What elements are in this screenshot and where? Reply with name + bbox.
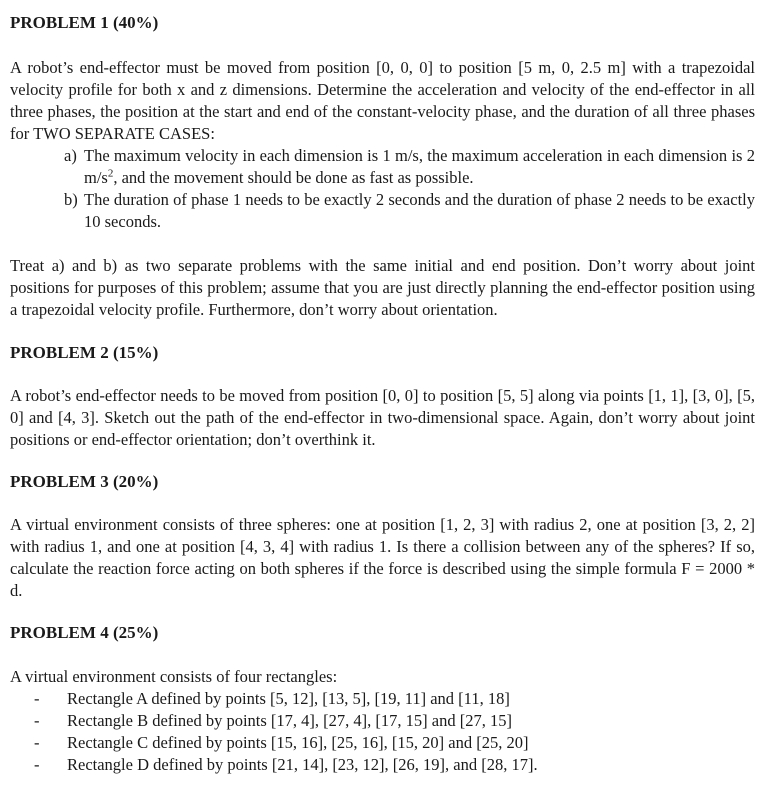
rectangle-b-text: Rectangle B defined by points [17, 4], [27, 4], [17, 15] and [27, 15] xyxy=(67,711,512,730)
case-b-marker: b) xyxy=(64,190,78,209)
problem-1-cases xyxy=(64,145,755,233)
list-item xyxy=(34,732,734,754)
case-a xyxy=(64,145,755,189)
list-item xyxy=(34,688,734,710)
problem-1-note: Treat a) and b) as two separate problems with the same initial and end position. Don’t worry about joint positions for purposes of this problem; assume that you are just directly planning the end-effector position using a trapezoidal velocity profile. Furthermore, don’t worry about orientation. xyxy=(10,256,755,319)
problem-2-body: A robot’s end-effector needs to be moved from position [0, 0] to position [5, 5] along via points [1, 1], [3, 0], [5, 0] and [4, 3]. Sketch out the path of the end-effector in two-dimensional space. Again, don’t worry about joint positions or end-effector orientation; don’t overthink it. xyxy=(10,386,755,449)
problem-2-heading: PROBLEM 2 (15%) xyxy=(10,343,159,362)
list-item xyxy=(34,710,734,732)
bullet-dash: - xyxy=(34,733,40,752)
rectangle-d-text: Rectangle D defined by points [21, 14], [23, 12], [26, 19], and [28, 17]. xyxy=(67,755,538,774)
problem-4-heading: PROBLEM 4 (25%) xyxy=(10,623,159,642)
problem-1-body: A robot’s end-effector must be moved from position [0, 0, 0] to position [5 m, 0, 2.5 m] with a trapezoidal velocity profile for both x and z dimensions. Determine the acceleration and velocity of the end-effector in all three phases, the position at the start and end of the constant-velocity phase, and the duration of all three phases for TWO SEPARATE CASES: xyxy=(10,58,755,143)
case-a-text-before: The maximum velocity in each dimension is 1 m/s, the maximum acceleration in each dimension is 2 m/s xyxy=(84,146,755,187)
bullet-dash: - xyxy=(34,711,40,730)
case-b-text: The duration of phase 1 needs to be exactly 2 seconds and the duration of phase 2 needs to be exactly 10 seconds. xyxy=(84,190,755,231)
rectangle-c-text: Rectangle C defined by points [15, 16], [25, 16], [15, 20] and [25, 20] xyxy=(67,733,529,752)
problem-4-body: A virtual environment consists of four rectangles: xyxy=(10,667,338,686)
problem-1-heading: PROBLEM 1 (40%) xyxy=(10,13,159,32)
bullet-dash: - xyxy=(34,755,40,774)
case-a-text-after: , and the movement should be done as fast as possible. xyxy=(113,168,474,187)
problem-3-body: A virtual environment consists of three spheres: one at position [1, 2, 3] with radius 2, one at position [3, 2, 2] with radius 1, and one at position [4, 3, 4] with radius 1. Is there a collision between any of the spheres? If so, calculate the reaction force acting on both spheres if the force is described using the simple formula F = 2000 * d. xyxy=(10,515,755,600)
rectangle-a-text: Rectangle A defined by points [5, 12], [13, 5], [19, 11] and [11, 18] xyxy=(67,689,510,708)
case-a-marker: a) xyxy=(64,146,77,165)
rectangle-list xyxy=(34,688,734,776)
case-b xyxy=(64,189,755,233)
bullet-dash: - xyxy=(34,689,40,708)
case-a-text xyxy=(84,145,755,189)
problem-3-heading: PROBLEM 3 (20%) xyxy=(10,472,159,491)
case-a-superscript: 2 xyxy=(107,167,114,180)
list-item xyxy=(34,754,734,776)
